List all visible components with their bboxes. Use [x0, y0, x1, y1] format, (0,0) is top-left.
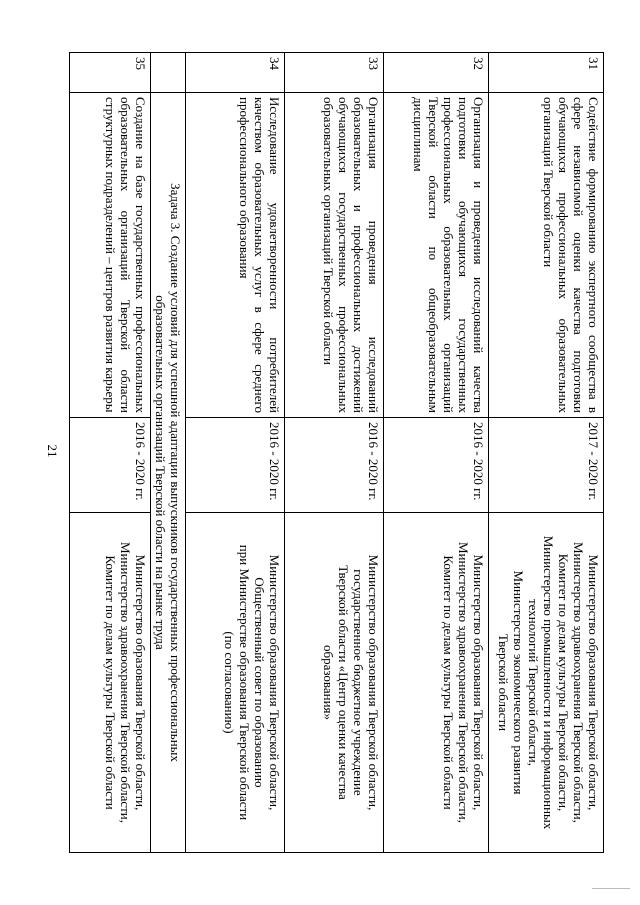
executor-line: при Министерстве образования Тверской области [237, 544, 252, 821]
measure-name: Создание на базе государственных профессиональных образовательных организаций Тверской области структурных подразделений – центров развития карьеры [70, 93, 151, 418]
measure-term: 2017 - 2020 гг. [489, 418, 604, 513]
measure-executors [186, 513, 285, 853]
executor-line: Министерство промышленности и информационных [541, 535, 556, 830]
task-heading [151, 93, 186, 853]
row-number: 31 [489, 53, 604, 93]
row-number: 33 [285, 53, 384, 93]
table-row [384, 53, 489, 853]
measure-executors [70, 513, 151, 853]
task-heading-row [151, 53, 186, 853]
executor-line: Министерство здравоохранения Тверской области, [118, 541, 133, 824]
task-heading-line: образовательных организаций Тверской области на рынке труда [153, 295, 168, 650]
executor-line: образования» [321, 644, 336, 721]
measure-term: 2016 - 2020 гг. [186, 418, 285, 513]
table-row [285, 53, 384, 853]
executor-line: Министерство образования Тверской области, [267, 554, 282, 811]
executor-line: Комитет по делам культуры Тверской области, [556, 553, 571, 812]
measure-name: Организация проведения исследований образовательных и профессиональных достижений обучающихся государственных профессиональных образовательных организаций Тверской области [285, 93, 384, 418]
executor-line: Тверской области «Центр оценки качества [336, 565, 351, 800]
page-edge-mark [592, 888, 630, 889]
executor-line: Министерство образования Тверской области, [471, 554, 486, 811]
executor-line: технологий Тверской области, [526, 598, 541, 766]
measure-term: 2016 - 2020 гг. [285, 418, 384, 513]
executor-line: Общественный совет по образованию [252, 577, 267, 788]
measure-executors [489, 513, 604, 853]
measure-name: Содействие формированию экспертного сообщества в сфере независимой оценки качества подготовки обучающихся профессиональных образовательных организаций Тверской области [489, 93, 604, 418]
executor-line: Министерство здравоохранения Тверской области, [571, 541, 586, 824]
page-number: 21 [45, 444, 60, 458]
measures-table [69, 52, 604, 853]
row-number: 35 [70, 53, 151, 93]
task-heading-spacer [151, 53, 186, 93]
measure-executors [285, 513, 384, 853]
row-number: 34 [186, 53, 285, 93]
measure-name: Исследование удовлетворенности потребителей качеством образовательных услуг в сфере среднего профессионального образования [186, 93, 285, 418]
executor-line: Министерство образования Тверской области, [586, 554, 601, 811]
executor-line: Министерство образования Тверской области, [133, 554, 148, 811]
executor-line: государственное бюджетное учреждение [351, 569, 366, 796]
executor-line: Тверской области [496, 633, 511, 732]
measure-term: 2016 - 2020 гг. [384, 418, 489, 513]
executor-line: (по согласованию) [222, 631, 237, 734]
rotated-table-container [70, 52, 604, 852]
table-row [489, 53, 604, 853]
measure-executors [384, 513, 489, 853]
task-heading-line: Задача 3. Создание условий для успешной адаптации выпускников государственных профессиональных [168, 183, 183, 762]
table-row [70, 53, 151, 853]
measure-term: 2016 - 2020 гг. [70, 418, 151, 513]
executor-line: Комитет по делам культуры Тверской области [441, 555, 456, 810]
executor-line: Министерство здравоохранения Тверской области, [456, 541, 471, 824]
measure-name: Организация и проведения исследований качества подготовки обучающихся государственных профессиональных образовательных организаций Тверской области по общеобразовательным дисциплинам [384, 93, 489, 418]
executor-line: Министерство образования Тверской области, [366, 554, 381, 811]
executor-line: Комитет по делам культуры Тверской области [103, 555, 118, 810]
row-number: 32 [384, 53, 489, 93]
executor-line: Министерство экономического развития [511, 570, 526, 795]
table-row [186, 53, 285, 853]
